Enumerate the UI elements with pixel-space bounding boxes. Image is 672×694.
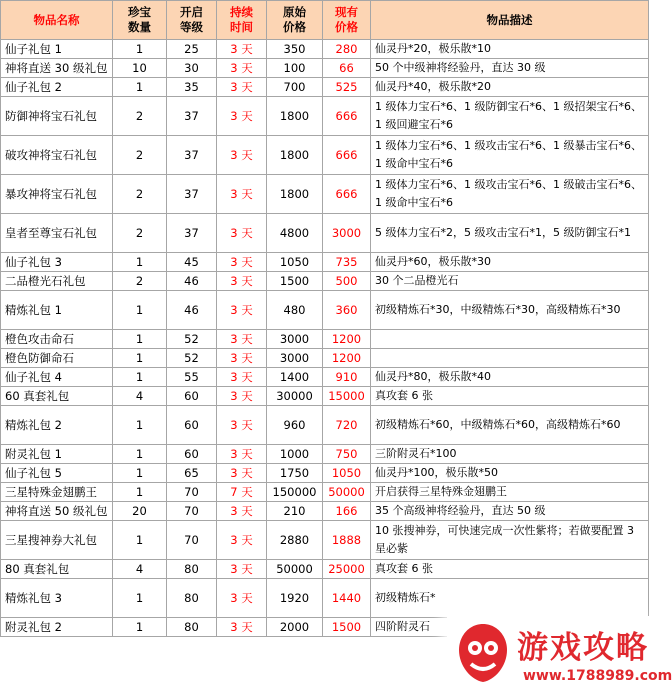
cell-count: 20 (113, 502, 167, 521)
header-description: 物品描述 (371, 1, 649, 40)
cell-count: 1 (113, 406, 167, 445)
cell-description: 真攻套 6 张 (371, 560, 649, 579)
cell-item-name: 破攻神将宝石礼包 (1, 136, 113, 175)
cell-duration: 3 天 (217, 349, 267, 368)
table-row (1, 136, 649, 175)
cell-level: 25 (167, 40, 217, 59)
table-row (1, 175, 649, 214)
cell-level: 46 (167, 272, 217, 291)
cell-current-price: 500 (323, 272, 371, 291)
cell-original-price: 50000 (267, 560, 323, 579)
cell-original-price: 150000 (267, 483, 323, 502)
cell-level: 46 (167, 291, 217, 330)
cell-count: 1 (113, 445, 167, 464)
table-row (1, 253, 649, 272)
cell-original-price: 1750 (267, 464, 323, 483)
cell-current-price: 1500 (323, 618, 371, 637)
cell-level: 60 (167, 445, 217, 464)
cell-current-price: 3000 (323, 214, 371, 253)
cell-duration: 3 天 (217, 368, 267, 387)
cell-level: 37 (167, 175, 217, 214)
table-row (1, 464, 649, 483)
cell-description (371, 349, 649, 368)
cell-duration: 3 天 (217, 406, 267, 445)
cell-duration: 3 天 (217, 560, 267, 579)
table-row (1, 368, 649, 387)
cell-current-price: 50000 (323, 483, 371, 502)
cell-current-price: 720 (323, 406, 371, 445)
cell-description: 开启获得三星特殊金翅鹏王 (371, 483, 649, 502)
cell-current-price: 1888 (323, 521, 371, 560)
table-row (1, 502, 649, 521)
header-duration: 持续 时间 (217, 1, 267, 40)
cell-original-price: 1500 (267, 272, 323, 291)
cell-description: 仙灵丹*100，极乐散*50 (371, 464, 649, 483)
cell-item-name: 三星搜神券大礼包 (1, 521, 113, 560)
cell-count: 2 (113, 272, 167, 291)
cell-duration: 7 天 (217, 483, 267, 502)
cell-current-price: 666 (323, 97, 371, 136)
cell-level: 35 (167, 78, 217, 97)
cell-current-price: 525 (323, 78, 371, 97)
table-row (1, 579, 649, 618)
cell-current-price: 1440 (323, 579, 371, 618)
header-current-price: 现有 价格 (323, 1, 371, 40)
table-row (1, 406, 649, 445)
cell-original-price: 1800 (267, 97, 323, 136)
cell-item-name: 精炼礼包 1 (1, 291, 113, 330)
cell-current-price: 25000 (323, 560, 371, 579)
cell-level: 37 (167, 214, 217, 253)
cell-count: 2 (113, 136, 167, 175)
cell-duration: 3 天 (217, 445, 267, 464)
cell-item-name: 60 真套礼包 (1, 387, 113, 406)
table-row (1, 272, 649, 291)
cell-count: 1 (113, 330, 167, 349)
cell-duration: 3 天 (217, 214, 267, 253)
cell-duration: 3 天 (217, 291, 267, 330)
header-item-name: 物品名称 (1, 1, 113, 40)
cell-original-price: 960 (267, 406, 323, 445)
cell-level: 80 (167, 618, 217, 637)
cell-count: 10 (113, 59, 167, 78)
cell-item-name: 三星特殊金翅鹏王 (1, 483, 113, 502)
cell-original-price: 350 (267, 40, 323, 59)
cell-original-price: 1400 (267, 368, 323, 387)
cell-count: 1 (113, 579, 167, 618)
cell-duration: 3 天 (217, 97, 267, 136)
cell-duration: 3 天 (217, 521, 267, 560)
cell-duration: 3 天 (217, 175, 267, 214)
cell-level: 30 (167, 59, 217, 78)
cell-duration: 3 天 (217, 136, 267, 175)
cell-description: 50 个中级神将经验丹，直达 30 级 (371, 59, 649, 78)
cell-description: 仙灵丹*80，极乐散*40 (371, 368, 649, 387)
game-guide-logo-icon (455, 622, 511, 684)
cell-duration: 3 天 (217, 618, 267, 637)
cell-level: 52 (167, 330, 217, 349)
cell-original-price: 2000 (267, 618, 323, 637)
cell-duration: 3 天 (217, 272, 267, 291)
cell-description: 1 级体力宝石*6、1 级攻击宝石*6、1 级破击宝石*6、1 级命中宝石*6 (371, 175, 649, 214)
table-row (1, 40, 649, 59)
cell-original-price: 1800 (267, 175, 323, 214)
table-row (1, 97, 649, 136)
cell-item-name: 暴攻神将宝石礼包 (1, 175, 113, 214)
cell-item-name: 仙子礼包 5 (1, 464, 113, 483)
table-row (1, 330, 649, 349)
cell-item-name: 80 真套礼包 (1, 560, 113, 579)
cell-current-price: 360 (323, 291, 371, 330)
cell-count: 1 (113, 40, 167, 59)
header-level: 开启 等级 (167, 1, 217, 40)
cell-count: 4 (113, 560, 167, 579)
cell-current-price: 66 (323, 59, 371, 78)
cell-count: 1 (113, 291, 167, 330)
table-row (1, 387, 649, 406)
cell-level: 70 (167, 483, 217, 502)
cell-current-price: 15000 (323, 387, 371, 406)
cell-level: 70 (167, 502, 217, 521)
table-row (1, 214, 649, 253)
table-row (1, 59, 649, 78)
cell-level: 45 (167, 253, 217, 272)
table-row (1, 521, 649, 560)
cell-item-name: 附灵礼包 1 (1, 445, 113, 464)
cell-count: 1 (113, 483, 167, 502)
cell-original-price: 100 (267, 59, 323, 78)
cell-description: 1 级体力宝石*6、1 级防御宝石*6、1 级招架宝石*6、1 级回避宝石*6 (371, 97, 649, 136)
cell-item-name: 橙色攻击命石 (1, 330, 113, 349)
cell-level: 37 (167, 97, 217, 136)
cell-item-name: 仙子礼包 3 (1, 253, 113, 272)
cell-count: 1 (113, 618, 167, 637)
cell-count: 1 (113, 521, 167, 560)
cell-duration: 3 天 (217, 464, 267, 483)
cell-original-price: 480 (267, 291, 323, 330)
cell-item-name: 仙子礼包 2 (1, 78, 113, 97)
cell-duration: 3 天 (217, 78, 267, 97)
cell-count: 1 (113, 349, 167, 368)
cell-description: 仙灵丹*40，极乐散*20 (371, 78, 649, 97)
cell-description: 三阶附灵石*100 (371, 445, 649, 464)
watermark-title: 游戏攻略 (517, 630, 649, 666)
cell-duration: 3 天 (217, 59, 267, 78)
cell-current-price: 166 (323, 502, 371, 521)
cell-current-price: 750 (323, 445, 371, 464)
watermark (447, 616, 672, 694)
cell-duration: 3 天 (217, 579, 267, 618)
cell-current-price: 1200 (323, 330, 371, 349)
cell-item-name: 仙子礼包 1 (1, 40, 113, 59)
table-row (1, 349, 649, 368)
cell-description: 35 个高级神将经验丹，直达 50 级 (371, 502, 649, 521)
cell-description: 初级精炼石*30，中级精炼石*30，高级精炼石*30 (371, 291, 649, 330)
cell-description: 1 级体力宝石*6、1 级攻击宝石*6、1 级暴击宝石*6、1 级命中宝石*6 (371, 136, 649, 175)
cell-current-price: 910 (323, 368, 371, 387)
cell-original-price: 1920 (267, 579, 323, 618)
cell-original-price: 2880 (267, 521, 323, 560)
cell-count: 1 (113, 464, 167, 483)
cell-description: 仙灵丹*20，极乐散*10 (371, 40, 649, 59)
cell-count: 1 (113, 78, 167, 97)
cell-description: 四阶附灵石 (371, 618, 649, 637)
cell-level: 80 (167, 560, 217, 579)
cell-original-price: 1800 (267, 136, 323, 175)
cell-description: 仙灵丹*60，极乐散*30 (371, 253, 649, 272)
table-row (1, 483, 649, 502)
cell-duration: 3 天 (217, 502, 267, 521)
cell-duration: 3 天 (217, 253, 267, 272)
cell-current-price: 280 (323, 40, 371, 59)
cell-original-price: 1050 (267, 253, 323, 272)
cell-item-name: 神将直送 50 级礼包 (1, 502, 113, 521)
table-row (1, 291, 649, 330)
cell-description: 初级精炼石* (371, 579, 649, 618)
cell-current-price: 735 (323, 253, 371, 272)
cell-level: 60 (167, 406, 217, 445)
header-count: 珍宝 数量 (113, 1, 167, 40)
cell-level: 37 (167, 136, 217, 175)
cell-original-price: 700 (267, 78, 323, 97)
cell-description: 真攻套 6 张 (371, 387, 649, 406)
table-row (1, 445, 649, 464)
table-row (1, 560, 649, 579)
cell-original-price: 210 (267, 502, 323, 521)
watermark-url: www.1788989.com (523, 668, 672, 684)
cell-level: 55 (167, 368, 217, 387)
cell-description (371, 330, 649, 349)
cell-count: 1 (113, 253, 167, 272)
cell-original-price: 30000 (267, 387, 323, 406)
cell-item-name: 精炼礼包 3 (1, 579, 113, 618)
cell-level: 80 (167, 579, 217, 618)
cell-original-price: 3000 (267, 330, 323, 349)
cell-current-price: 1200 (323, 349, 371, 368)
cell-count: 4 (113, 387, 167, 406)
cell-count: 2 (113, 97, 167, 136)
table-row (1, 78, 649, 97)
cell-item-name: 附灵礼包 2 (1, 618, 113, 637)
cell-description: 5 级体力宝石*2，5 级攻击宝石*1，5 级防御宝石*1 (371, 214, 649, 253)
cell-current-price: 666 (323, 136, 371, 175)
cell-description: 初级精炼石*60，中级精炼石*60，高级精炼石*60 (371, 406, 649, 445)
cell-duration: 3 天 (217, 330, 267, 349)
cell-item-name: 二品橙光石礼包 (1, 272, 113, 291)
cell-item-name: 防御神将宝石礼包 (1, 97, 113, 136)
cell-current-price: 666 (323, 175, 371, 214)
header-original-price: 原始 价格 (267, 1, 323, 40)
cell-count: 2 (113, 175, 167, 214)
cell-description: 10 张搜神券，可快速完成一次性紫将；若做要配置 3 星必紫 (371, 521, 649, 560)
cell-original-price: 4800 (267, 214, 323, 253)
cell-level: 65 (167, 464, 217, 483)
cell-item-name: 精炼礼包 2 (1, 406, 113, 445)
cell-item-name: 橙色防御命石 (1, 349, 113, 368)
cell-item-name: 仙子礼包 4 (1, 368, 113, 387)
cell-count: 1 (113, 368, 167, 387)
cell-level: 52 (167, 349, 217, 368)
table-header-row (1, 1, 649, 40)
cell-count: 2 (113, 214, 167, 253)
cell-description: 30 个二品橙光石 (371, 272, 649, 291)
cell-original-price: 1000 (267, 445, 323, 464)
cell-duration: 3 天 (217, 40, 267, 59)
cell-item-name: 神将直送 30 级礼包 (1, 59, 113, 78)
cell-level: 70 (167, 521, 217, 560)
cell-item-name: 皇者至尊宝石礼包 (1, 214, 113, 253)
cell-original-price: 3000 (267, 349, 323, 368)
cell-level: 60 (167, 387, 217, 406)
cell-current-price: 1050 (323, 464, 371, 483)
cell-duration: 3 天 (217, 387, 267, 406)
